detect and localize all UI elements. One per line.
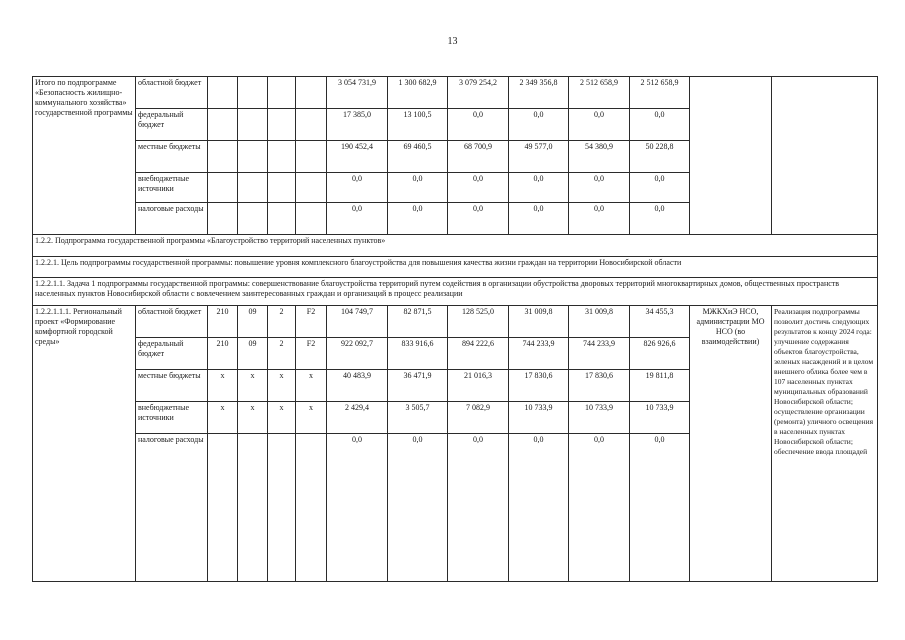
table-row — [33, 278, 878, 306]
value-cell: 0,0 — [448, 109, 509, 141]
value-cell: 922 092,7 — [327, 338, 388, 370]
table-row — [33, 77, 878, 109]
value-cell: 0,0 — [448, 203, 509, 235]
value-cell: 13 100,5 — [388, 109, 448, 141]
value-cell: 0,0 — [569, 434, 630, 582]
funding-source: областной бюджет — [136, 306, 208, 338]
value-cell: 40 483,9 — [327, 370, 388, 402]
executor-cell: МЖКХиЭ НСО, администрации МО НСО (во взаимодействии) — [690, 306, 772, 582]
code-cell — [208, 434, 238, 582]
value-cell: 3 054 731,9 — [327, 77, 388, 109]
funding-source: местные бюджеты — [136, 141, 208, 173]
table-row — [33, 257, 878, 278]
code-cell: x — [238, 370, 268, 402]
code-cell — [268, 434, 296, 582]
value-cell: 0,0 — [388, 173, 448, 203]
value-cell: 0,0 — [509, 173, 569, 203]
code-cell: F2 — [296, 338, 327, 370]
code-cell: x — [296, 370, 327, 402]
code-cell: 09 — [238, 338, 268, 370]
code-cell: x — [268, 370, 296, 402]
goal-heading: 1.2.2.1. Цель подпрограммы государственной программы: повышение уровня комплексного благоустройства для повышения качества жизни граждан на территории Новосибирской области — [33, 257, 878, 278]
code-cell — [238, 434, 268, 582]
value-cell: 0,0 — [388, 434, 448, 582]
value-cell: 0,0 — [327, 434, 388, 582]
value-cell: 50 228,8 — [630, 141, 690, 173]
code-cell: x — [238, 402, 268, 434]
code-cell: 2 — [268, 338, 296, 370]
value-cell: 0,0 — [448, 173, 509, 203]
value-cell: 0,0 — [569, 173, 630, 203]
value-cell: 1 300 682,9 — [388, 77, 448, 109]
value-cell: 0,0 — [569, 109, 630, 141]
value-cell: 190 452,4 — [327, 141, 388, 173]
funding-source: налоговые расходы — [136, 203, 208, 235]
funding-source: внебюджетные источники — [136, 173, 208, 203]
value-cell: 2 349 356,8 — [509, 77, 569, 109]
value-cell: 19 811,8 — [630, 370, 690, 402]
value-cell: 54 380,9 — [569, 141, 630, 173]
project-title: 1.2.2.1.1.1. Региональный проект «Формирование комфортной городской среды» — [33, 306, 136, 582]
value-cell: 128 525,0 — [448, 306, 509, 338]
value-cell: 10 733,9 — [569, 402, 630, 434]
value-cell: 0,0 — [630, 109, 690, 141]
value-cell: 744 233,9 — [569, 338, 630, 370]
value-cell: 104 749,7 — [327, 306, 388, 338]
value-cell: 2 512 658,9 — [630, 77, 690, 109]
value-cell: 0,0 — [327, 173, 388, 203]
value-cell: 0,0 — [509, 109, 569, 141]
page-number: 13 — [447, 36, 458, 47]
program-table — [32, 76, 878, 582]
code-cell: 210 — [208, 306, 238, 338]
value-cell: 10 733,9 — [630, 402, 690, 434]
value-cell: 7 082,9 — [448, 402, 509, 434]
section-heading: 1.2.2. Подпрограмма государственной программы «Благоустройство территорий населенных пунктов» — [33, 235, 878, 257]
code-cell: x — [268, 402, 296, 434]
value-cell: 3 505,7 — [388, 402, 448, 434]
value-cell: 0,0 — [327, 203, 388, 235]
total-block-title: Итого по подпрограмме «Безопасность жилищно-коммунального хозяйства» государственной программы — [33, 77, 136, 235]
value-cell: 17 830,6 — [569, 370, 630, 402]
value-cell: 68 700,9 — [448, 141, 509, 173]
code-cell: 2 — [268, 306, 296, 338]
value-cell: 0,0 — [569, 203, 630, 235]
funding-source: федеральный бюджет — [136, 109, 208, 141]
value-cell: 0,0 — [509, 434, 569, 582]
value-cell: 0,0 — [448, 434, 509, 582]
code-cell: 09 — [238, 306, 268, 338]
table-row — [33, 235, 878, 257]
value-cell: 0,0 — [509, 203, 569, 235]
code-cell: x — [208, 402, 238, 434]
value-cell: 744 233,9 — [509, 338, 569, 370]
value-cell: 0,0 — [630, 203, 690, 235]
value-cell: 10 733,9 — [509, 402, 569, 434]
code-cell: x — [208, 370, 238, 402]
funding-source: федеральный бюджет — [136, 338, 208, 370]
value-cell: 894 222,6 — [448, 338, 509, 370]
funding-source: областной бюджет — [136, 77, 208, 109]
value-cell: 17 830,6 — [509, 370, 569, 402]
code-cell — [296, 434, 327, 582]
value-cell: 31 009,8 — [509, 306, 569, 338]
value-cell: 0,0 — [388, 203, 448, 235]
value-cell: 2 429,4 — [327, 402, 388, 434]
table-row — [33, 306, 878, 338]
value-cell: 17 385,0 — [327, 109, 388, 141]
value-cell: 3 079 254,2 — [448, 77, 509, 109]
value-cell: 2 512 658,9 — [569, 77, 630, 109]
expected-result-cell: Реализация подпрограммы позволит достичь следующих результатов к концу 2024 года: улучшение содержания объектов благоустройства, зеленых насаждений и в целом внешнего облика более чем в 107 населенных пунктах муниципальных образований Новосибирской области; осуществление организации (ремонта) уличного освещения в населенных пунктах Новосибирской области; обеспечение ввода площадей — [772, 306, 878, 582]
value-cell: 49 577,0 — [509, 141, 569, 173]
funding-source: внебюджетные источники — [136, 402, 208, 434]
value-cell: 69 460,5 — [388, 141, 448, 173]
code-cell: x — [296, 402, 327, 434]
value-cell: 36 471,9 — [388, 370, 448, 402]
code-cell: F2 — [296, 306, 327, 338]
value-cell: 31 009,8 — [569, 306, 630, 338]
funding-source: местные бюджеты — [136, 370, 208, 402]
code-cell: 210 — [208, 338, 238, 370]
value-cell: 34 455,3 — [630, 306, 690, 338]
funding-source: налоговые расходы — [136, 434, 208, 582]
value-cell: 0,0 — [630, 434, 690, 582]
task-heading: 1.2.2.1.1. Задача 1 подпрограммы государственной программы: совершенствование благоустройства территорий путем содействия в организации обустройства дворовых территорий многоквартирных домов, общественных пространств населенных пунктов Новосибирской области с вовлечением заинтересованных граждан и организаций в процесс реализации — [33, 278, 878, 306]
value-cell: 833 916,6 — [388, 338, 448, 370]
value-cell: 0,0 — [630, 173, 690, 203]
value-cell: 82 871,5 — [388, 306, 448, 338]
value-cell: 826 926,6 — [630, 338, 690, 370]
value-cell: 21 016,3 — [448, 370, 509, 402]
